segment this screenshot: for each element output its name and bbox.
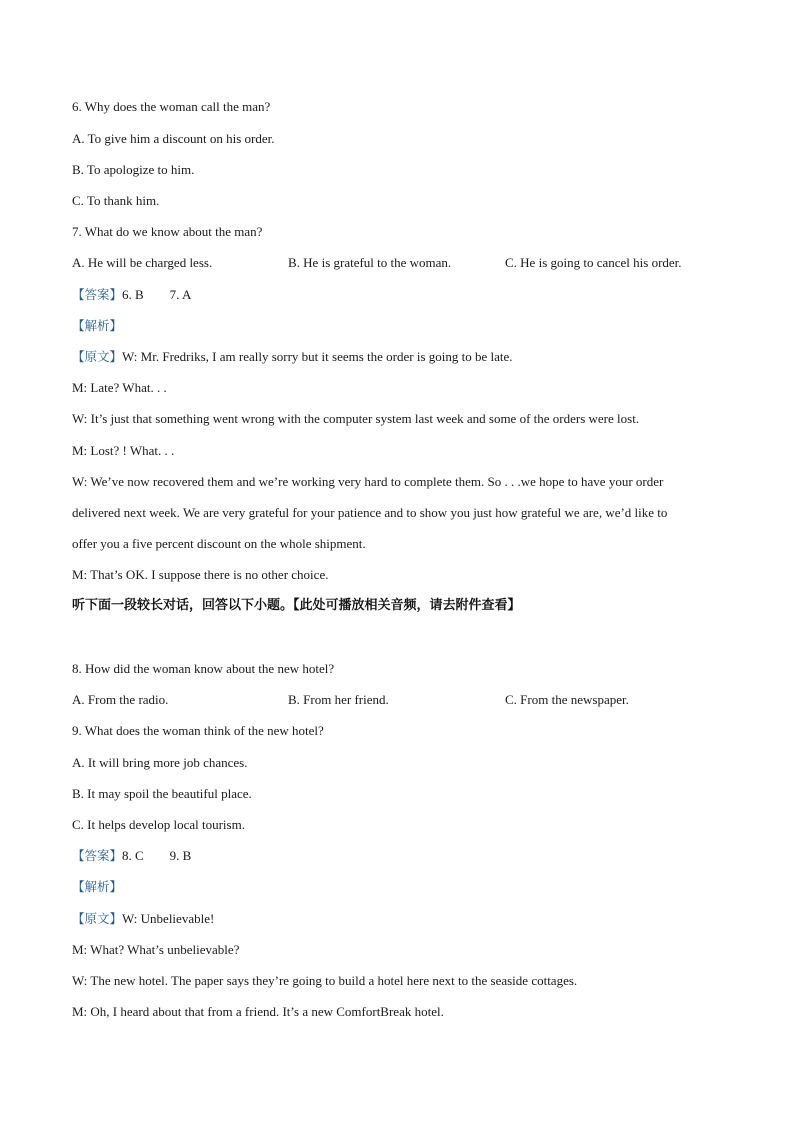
analysis-tag: 【解析】 — [72, 318, 123, 333]
q9-option-a: A. It will bring more job chances. — [72, 755, 248, 770]
transcript-line: M: Lost? ! What. . . — [72, 443, 175, 458]
transcript-line — [72, 911, 214, 927]
transcript-line: W: It’s just that something went wrong with the computer system last week and some of the orders were lost. — [72, 411, 640, 426]
analysis-line-1 — [72, 318, 122, 334]
q7-option-c: C. He is going to cancel his order. — [505, 255, 682, 270]
original-tag: 【原文】 — [72, 349, 123, 364]
q8-option-b: B. From her friend. — [288, 692, 389, 707]
transcript-line: M: That’s OK. I suppose there is no other choice. — [72, 567, 329, 582]
listening-instruction: 听下面一段较长对话，回答以下小题。【此处可播放相关音频，请去附件查看】 — [72, 598, 521, 613]
q8-option-c: C. From the newspaper. — [505, 692, 629, 707]
transcript-line: W: We’ve now recovered them and we’re working very hard to complete them. So . . .we hope to have your order — [72, 474, 664, 489]
transcript-line: offer you a five percent discount on the whole shipment. — [72, 536, 366, 551]
answer-line-1 — [72, 287, 191, 303]
q7-option-b: B. He is grateful to the woman. — [288, 255, 452, 270]
q6-option-b: B. To apologize to him. — [72, 162, 195, 177]
transcript-line: W: The new hotel. The paper says they’re going to build a hotel here next to the seaside cottages. — [72, 973, 578, 988]
q8-option-a: A. From the radio. — [72, 692, 169, 707]
transcript-text: W: Mr. Fredriks, I am really sorry but it seems the order is going to be late. — [122, 349, 513, 364]
transcript-line: M: What? What’s unbelievable? — [72, 942, 240, 957]
answer-line-2 — [72, 848, 191, 864]
answer-tag: 【答案】 — [72, 848, 123, 863]
original-tag: 【原文】 — [72, 911, 123, 926]
q9-option-b: B. It may spoil the beautiful place. — [72, 786, 252, 801]
question-6: 6. Why does the woman call the man? — [72, 99, 271, 114]
question-7: 7. What do we know about the man? — [72, 224, 263, 239]
question-8: 8. How did the woman know about the new hotel? — [72, 661, 335, 676]
answer-text: 8. C 9. B — [122, 848, 192, 863]
q9-option-c: C. It helps develop local tourism. — [72, 817, 245, 832]
transcript-line: delivered next week. We are very grateful for your patience and to show you just how grateful we are, we’d like to — [72, 505, 668, 520]
q7-option-a: A. He will be charged less. — [72, 255, 213, 270]
transcript-line — [72, 349, 513, 365]
question-9: 9. What does the woman think of the new hotel? — [72, 723, 324, 738]
analysis-line-2 — [72, 879, 122, 895]
analysis-tag: 【解析】 — [72, 879, 123, 894]
transcript-text: W: Unbelievable! — [122, 911, 215, 926]
q6-option-c: C. To thank him. — [72, 193, 160, 208]
transcript-line: M: Oh, I heard about that from a friend. It’s a new ComfortBreak hotel. — [72, 1004, 444, 1019]
answer-tag: 【答案】 — [72, 287, 123, 302]
transcript-line: M: Late? What. . . — [72, 380, 167, 395]
answer-text: 6. B 7. A — [122, 287, 192, 302]
q6-option-a: A. To give him a discount on his order. — [72, 131, 275, 146]
